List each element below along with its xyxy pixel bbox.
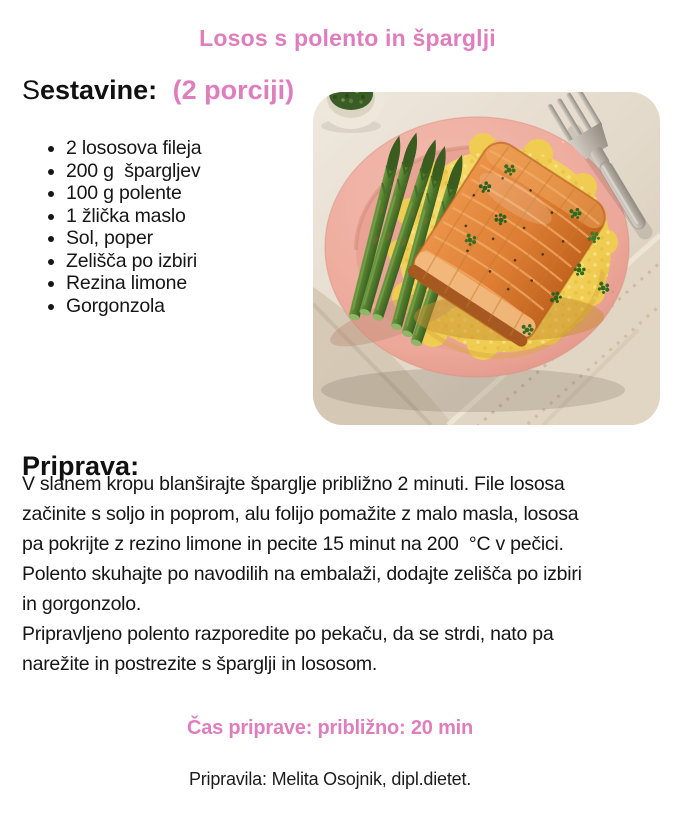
preparation-line: V slanem kropu blanširajte šparglje približno 2 minuti. File lososa: [22, 473, 565, 495]
herb-bowl: [318, 92, 384, 133]
ingredient-item: • 100 g polente: [66, 182, 201, 205]
ingredient-item: • 200 g špargljev: [66, 160, 201, 183]
ingredient-item: • 2 lososova fileja: [66, 137, 201, 160]
ingredient-item: • Zelišča po izbiri: [66, 250, 201, 273]
ingredients-heading: [22, 73, 294, 107]
preparation-line: in gorgonzolo.: [22, 593, 142, 615]
prep-time-note: Čas priprave: približno: 20 min: [186, 717, 474, 739]
preparation-heading: Priprava:: [22, 451, 140, 482]
salmon-polenta-photo: [313, 92, 660, 425]
preparation-text: [22, 469, 582, 679]
ingredients-heading-label: Sestavine:: [22, 75, 158, 105]
recipe-photo: [313, 92, 660, 425]
preparation-line: Pripravljeno polento razporedite po pekaču, da se strdi, nato pa: [22, 623, 554, 645]
preparation-line: narežite in postrezite s šparglji in lososom.: [22, 653, 378, 675]
ingredient-item: • Sol, poper: [66, 227, 201, 250]
ingredient-item: • Gorgonzola: [66, 295, 201, 318]
ingredient-item: • 1 žlička maslo: [66, 205, 201, 228]
preparation-line: pa pokrijte z rezino limone in pecite 15 minut na 200 °C v pečici.: [22, 533, 564, 555]
ingredients-list: [22, 137, 201, 317]
ingredient-item: • Rezina limone: [66, 272, 201, 295]
ingredients-portion-note: (2 porciji): [172, 75, 295, 105]
preparation-line: začinite s soljo in poprom, alu folijo pomažite z malo masla, lososa: [22, 503, 579, 525]
recipe-title: Losos s polento in šparglji: [199, 25, 496, 52]
preparation-line: Polento skuhajte po navodilih na embalaži, dodajte zelišča po izbiri: [22, 563, 582, 585]
author-credit: Pripravila: Melita Osojnik, dipl.dietet.: [188, 769, 472, 789]
